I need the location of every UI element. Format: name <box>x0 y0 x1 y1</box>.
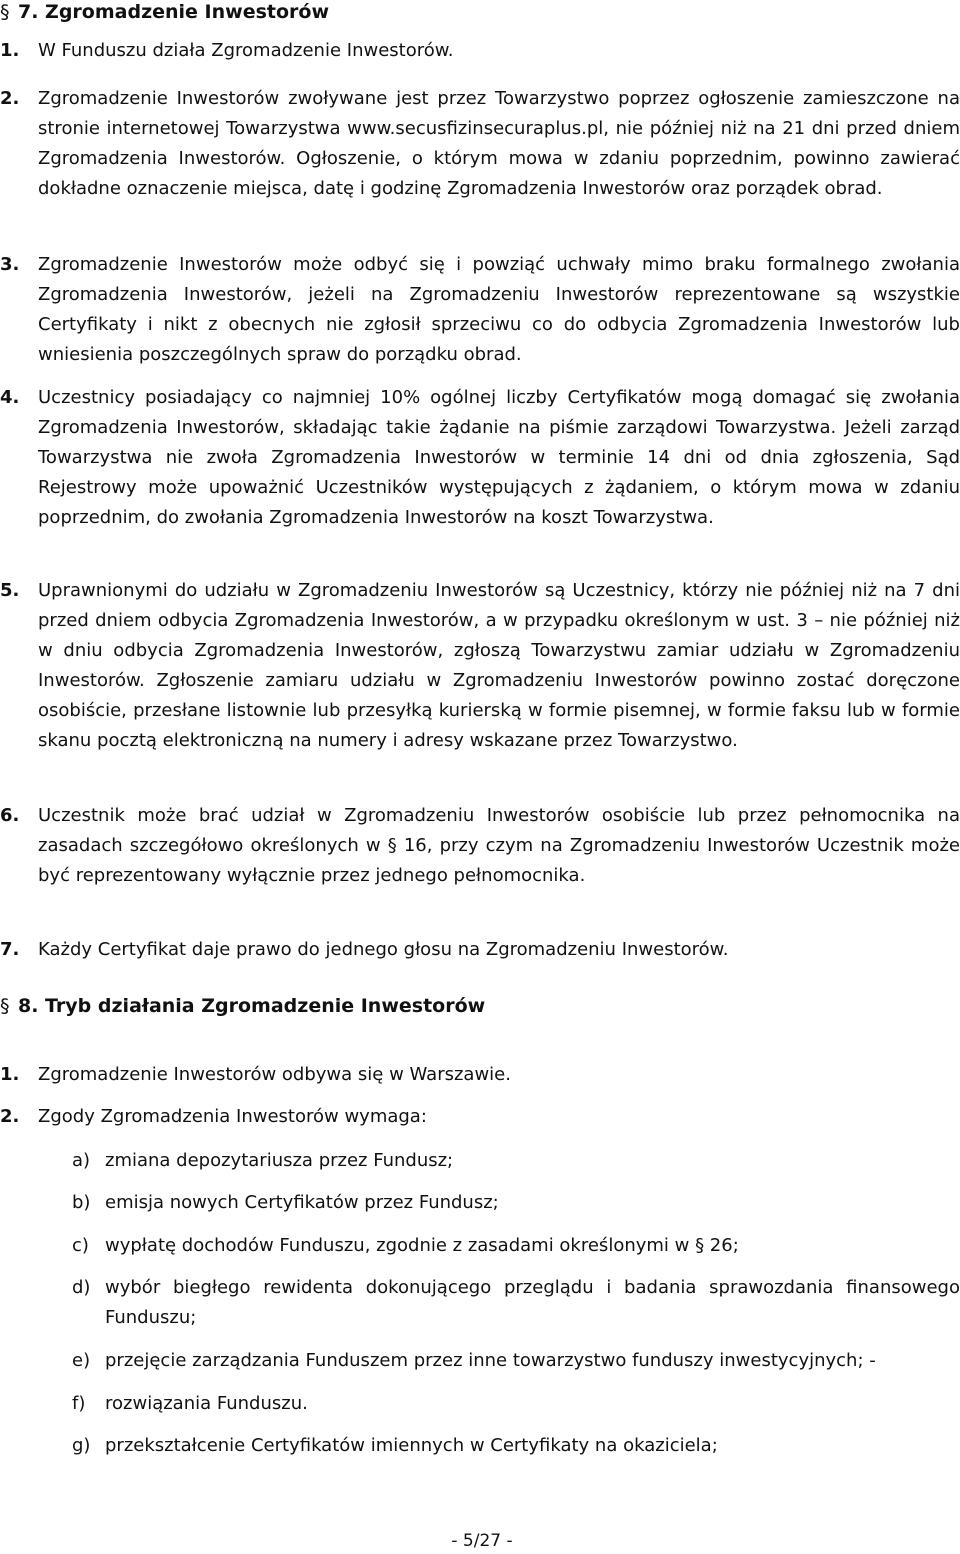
item-text: Zgromadzenie Inwestorów zwoływane jest przez Towarzystwo poprzez ogłoszenie zamieszczone na stronie internetowej Towarzystwa www.secusfizinsecuraplus.pl, nie później niż na 21 dni przed dniem Zgromadzenia Inwestorów. Ogłoszenie, o którym mowa w zdaniu poprzednim, powinno zawierać dokładne oznaczenie miejsca, datę i godzinę Zgromadzenia Inwestorów oraz porządek obrad. <box>38 88 960 199</box>
subitem-text: przejęcie zarządzania Funduszem przez inne towarzystwo funduszy inwestycyjnych; - <box>105 1350 876 1371</box>
subitem-letter: a) <box>72 1150 91 1171</box>
subitem-letter: g) <box>72 1435 91 1456</box>
page-number-footer <box>0 1530 960 1552</box>
item-text: Zgromadzenie Inwestorów może odbyć się i powziąć uchwały mimo braku formalnego zwołania Zgromadzenia Inwestorów, jeżeli na Zgromadzeniu Inwestorów reprezentowane są wszystkie Certyfikaty i nikt z obecnych nie zgłosił sprzeciwu co do odbycia Zgromadzenia Inwestorów lub wniesienia poszczególnych spraw do porządku obrad. <box>38 254 960 365</box>
section-sign: § <box>0 995 10 1017</box>
item-number: 1. <box>0 1064 20 1085</box>
item-number: 7. <box>0 939 20 960</box>
item-text: Uprawnionymi do udziału w Zgromadzeniu Inwestorów są Uczestnicy, którzy nie później niż na 7 dni przed dniem odbycia Zgromadzenia Inwestorów, a w przypadku określonym w ust. 3 – nie później niż w dniu odbycia Zgromadzenia Inwestorów, zgłoszą Towarzystwu zamiar udziału w Zgromadzeniu Inwestorów. Zgłoszenie zamiaru udziału w Zgromadzeniu Inwestorów powinno zostać doręczone osobiście, przesłane listownie lub przesyłką kurierską w formie pisemnej, w formie faksu lub w formie skanu pocztą elektroniczną na numery i adresy wskazane przez Towarzystwo. <box>38 580 960 751</box>
item-text: W Funduszu działa Zgromadzenie Inwestorów. <box>38 40 454 61</box>
item-text: Uczestnicy posiadający co najmniej 10% ogólnej liczby Certyfikatów mogą domagać się zwołania Zgromadzenia Inwestorów, składając takie żądanie na piśmie zarządowi Towarzystwa. Jeżeli zarząd Towarzystwa nie zwoła Zgromadzenia Inwestorów w terminie 14 dni od dnia zgłoszenia, Sąd Rejestrowy może upoważnić Uczestników występujących z żądaniem, o którym mowa w zdaniu poprzednim, do zwołania Zgromadzenia Inwestorów na koszt Towarzystwa. <box>38 387 960 528</box>
subitem-text: zmiana depozytariusza przez Fundusz; <box>105 1150 454 1171</box>
item-text: Zgromadzenie Inwestorów odbywa się w Warszawie. <box>38 1064 511 1085</box>
subitem-letter: f) <box>72 1393 86 1414</box>
subitem-letter: e) <box>72 1350 91 1371</box>
subitem-text: przekształcenie Certyfikatów imiennych w Certyfikaty na okaziciela; <box>105 1435 718 1456</box>
section-8-title: 8. Tryb działania Zgromadzenie Inwestorów <box>18 995 486 1017</box>
section-8-heading <box>0 994 485 1018</box>
section-7-heading <box>0 0 329 24</box>
subitem-letter: b) <box>72 1192 91 1213</box>
subitem-text: emisja nowych Certyfikatów przez Fundusz; <box>105 1192 499 1213</box>
item-number: 2. <box>0 88 20 109</box>
item-text: Zgody Zgromadzenia Inwestorów wymaga: <box>38 1106 427 1127</box>
page-number: - 5/27 - <box>451 1531 513 1551</box>
subitem-text: wypłatę dochodów Funduszu, zgodnie z zasadami określonymi w § 26; <box>105 1235 739 1256</box>
item-text: Uczestnik może brać udział w Zgromadzeniu Inwestorów osobiście lub przez pełnomocnika na zasadach szczegółowo określonych w § 16, przy czym na Zgromadzeniu Inwestorów Uczestnik może być reprezentowany wyłącznie przez jednego pełnomocnika. <box>38 805 960 886</box>
item-number: 2. <box>0 1106 20 1127</box>
subitem-letter: d) <box>72 1277 91 1298</box>
item-number: 1. <box>0 40 20 61</box>
item-number: 5. <box>0 580 20 601</box>
item-number: 6. <box>0 805 20 826</box>
section-7-title: 7. Zgromadzenie Inwestorów <box>18 1 330 23</box>
subitem-text: rozwiązania Funduszu. <box>105 1393 308 1414</box>
item-text: Każdy Certyfikat daje prawo do jednego głosu na Zgromadzeniu Inwestorów. <box>38 939 729 960</box>
subitem-text: wybór biegłego rewidenta dokonującego przeglądu i badania sprawozdania finansowego Funduszu; <box>105 1277 960 1328</box>
subitem-letter: c) <box>72 1235 89 1256</box>
item-number: 3. <box>0 254 20 275</box>
section-sign: § <box>0 1 10 23</box>
item-number: 4. <box>0 387 20 408</box>
